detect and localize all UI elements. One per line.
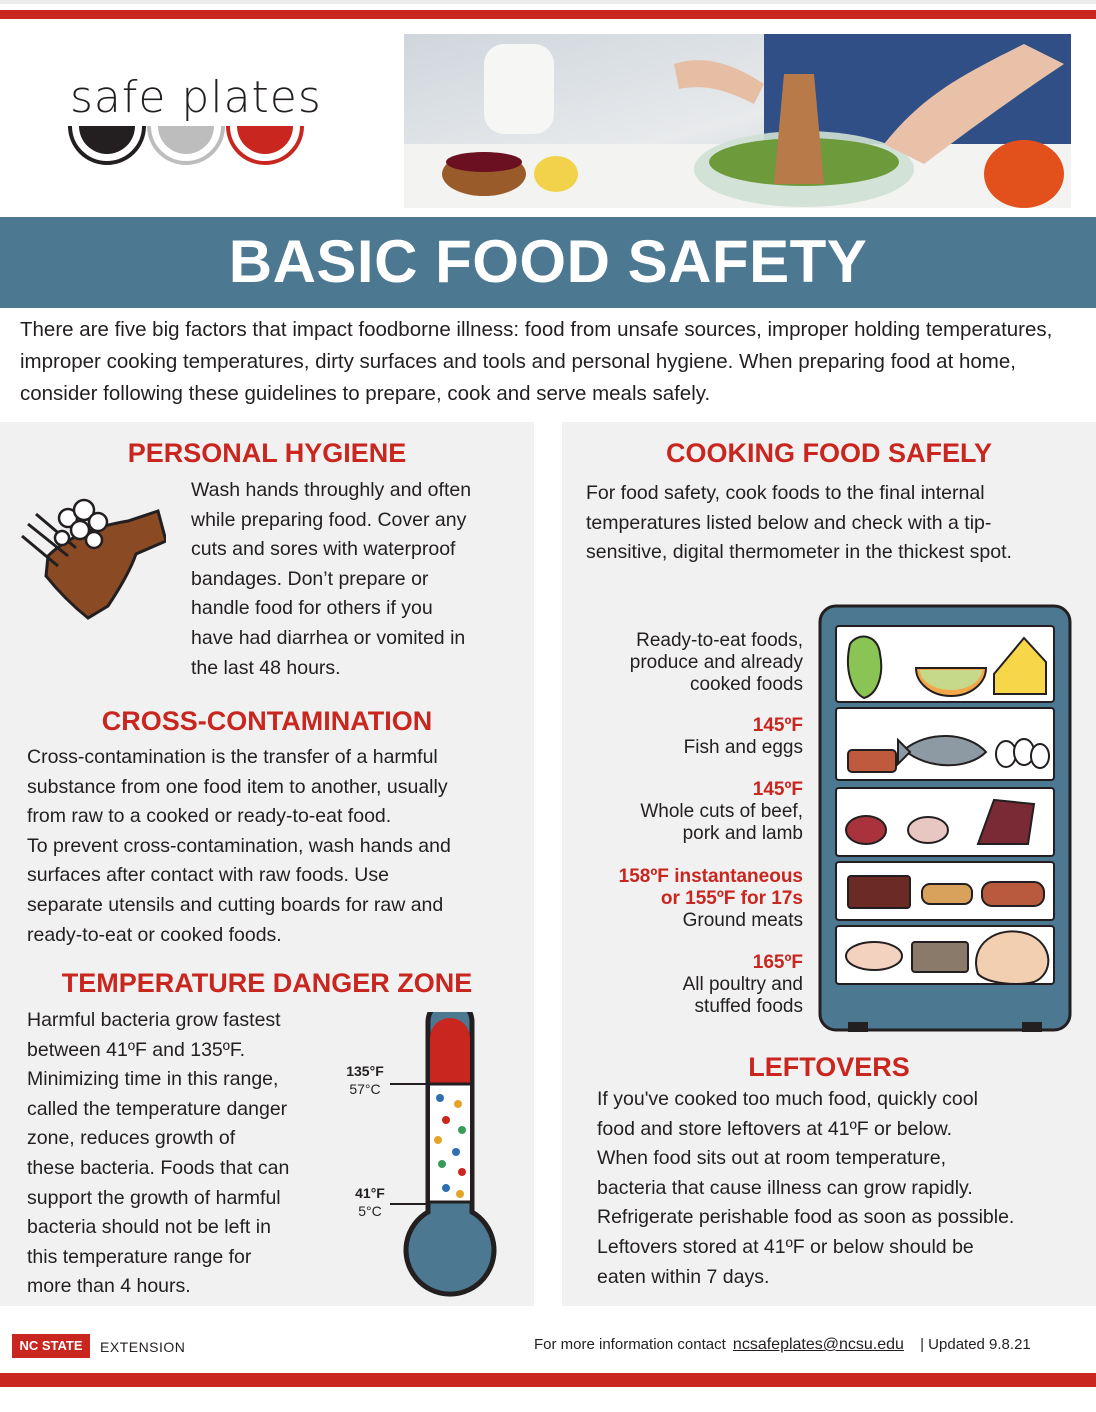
thermometer-icon bbox=[378, 1012, 498, 1310]
leftovers-title: LEFTOVERS bbox=[748, 1052, 910, 1082]
extension-label: EXTENSION bbox=[100, 1339, 186, 1355]
footer-contact: For more information contact ncsafeplates@ncsu.edu | Updated 9.8.21 bbox=[534, 1336, 1031, 1353]
title-banner bbox=[0, 217, 1096, 308]
bottom-stripe-red bbox=[0, 1373, 1096, 1387]
cross-contamination-text: Cross-contamination is the transfer of a harmful substance from one food item to another, usually from raw to a cooked or ready-to-eat food. To prevent cross-contamination, wash hands and surfaces after contact with raw foods. Use separate utensils and cutting boards for raw and ready-to-eat or cooked foods. bbox=[27, 746, 451, 946]
personal-hygiene-title: PERSONAL HYGIENE bbox=[127, 438, 407, 468]
page-title: BASIC FOOD SAFETY bbox=[228, 228, 868, 295]
refrigerator-icon bbox=[818, 604, 1074, 1034]
hero-photo-salad-preparation bbox=[404, 34, 1071, 208]
cross-contamination-title: CROSS-CONTAMINATION bbox=[101, 706, 433, 736]
shelf-label-ready-to-eat: Ready-to-eat foods, produce and already cooked foods bbox=[629, 630, 803, 695]
cooking-text: For food safety, cook foods to the final internal temperatures listed below and check with a tip- sensitive, digital thermometer in the thickest spot. bbox=[586, 482, 1012, 564]
personal-hygiene-text: Wash hands throughly and often while preparing food. Cover any cuts and sores with waterproof bandages. Don’t prepare or handle food for others if you have had diarrhea or vomited in the last 48 hours. bbox=[191, 479, 472, 679]
safe-plates-logo-text: safe plates bbox=[70, 72, 322, 123]
safe-plates-logo-bowls-icon bbox=[68, 124, 313, 170]
top-stripe-red bbox=[0, 10, 1096, 19]
danger-zone-text: Harmful bacteria grow fastest between 41ºF and 135ºF. Minimizing time in this range, called the temperature danger zone, reduces growth of these bacteria. Foods that can support the growth of harmful bacteria should not be left in this temperature range for more than 4 hours. bbox=[27, 1009, 290, 1298]
intro-paragraph: There are five big factors that impact foodborne illness: food from unsafe sources, improper holding temperatures, improper cooking temperatures, dirty surfaces and tools and personal hygiene. When preparing food at home, consider following these guidelines to prepare, cook and serve meals safely. bbox=[20, 318, 1053, 405]
shelf-label-poultry: 165ºF All poultry and stuffed foods bbox=[682, 952, 803, 1017]
shelf-label-ground-meats: 158ºF instantaneous or 155ºF for 17s Ground meats bbox=[618, 866, 803, 931]
handwashing-icon bbox=[18, 496, 166, 620]
top-stripe-gray bbox=[0, 0, 1096, 4]
shelf-label-whole-cuts: 145ºF Whole cuts of beef, pork and lamb bbox=[640, 779, 803, 844]
danger-low-temp-label: 41°F 5°C bbox=[355, 1185, 385, 1219]
nc-state-logo: NC STATE bbox=[12, 1334, 90, 1358]
danger-zone-title: TEMPERATURE DANGER ZONE bbox=[61, 968, 473, 998]
danger-high-temp-label: 135°F 57°C bbox=[346, 1063, 384, 1097]
cooking-title: COOKING FOOD SAFELY bbox=[665, 438, 993, 468]
contact-email-link[interactable]: ncsafeplates@ncsu.edu bbox=[732, 1336, 904, 1353]
shelf-label-fish-eggs: 145ºF Fish and eggs bbox=[683, 715, 803, 758]
leftovers-text: If you've cooked too much food, quickly cool food and store leftovers at 41ºF or below. When food sits out at room temperature, bacteria that cause illness can grow rapidly. Refrigerate perishable food as soon as possible. Leftovers stored at 41ºF or below should be eaten within 7 days. bbox=[597, 1088, 1015, 1288]
